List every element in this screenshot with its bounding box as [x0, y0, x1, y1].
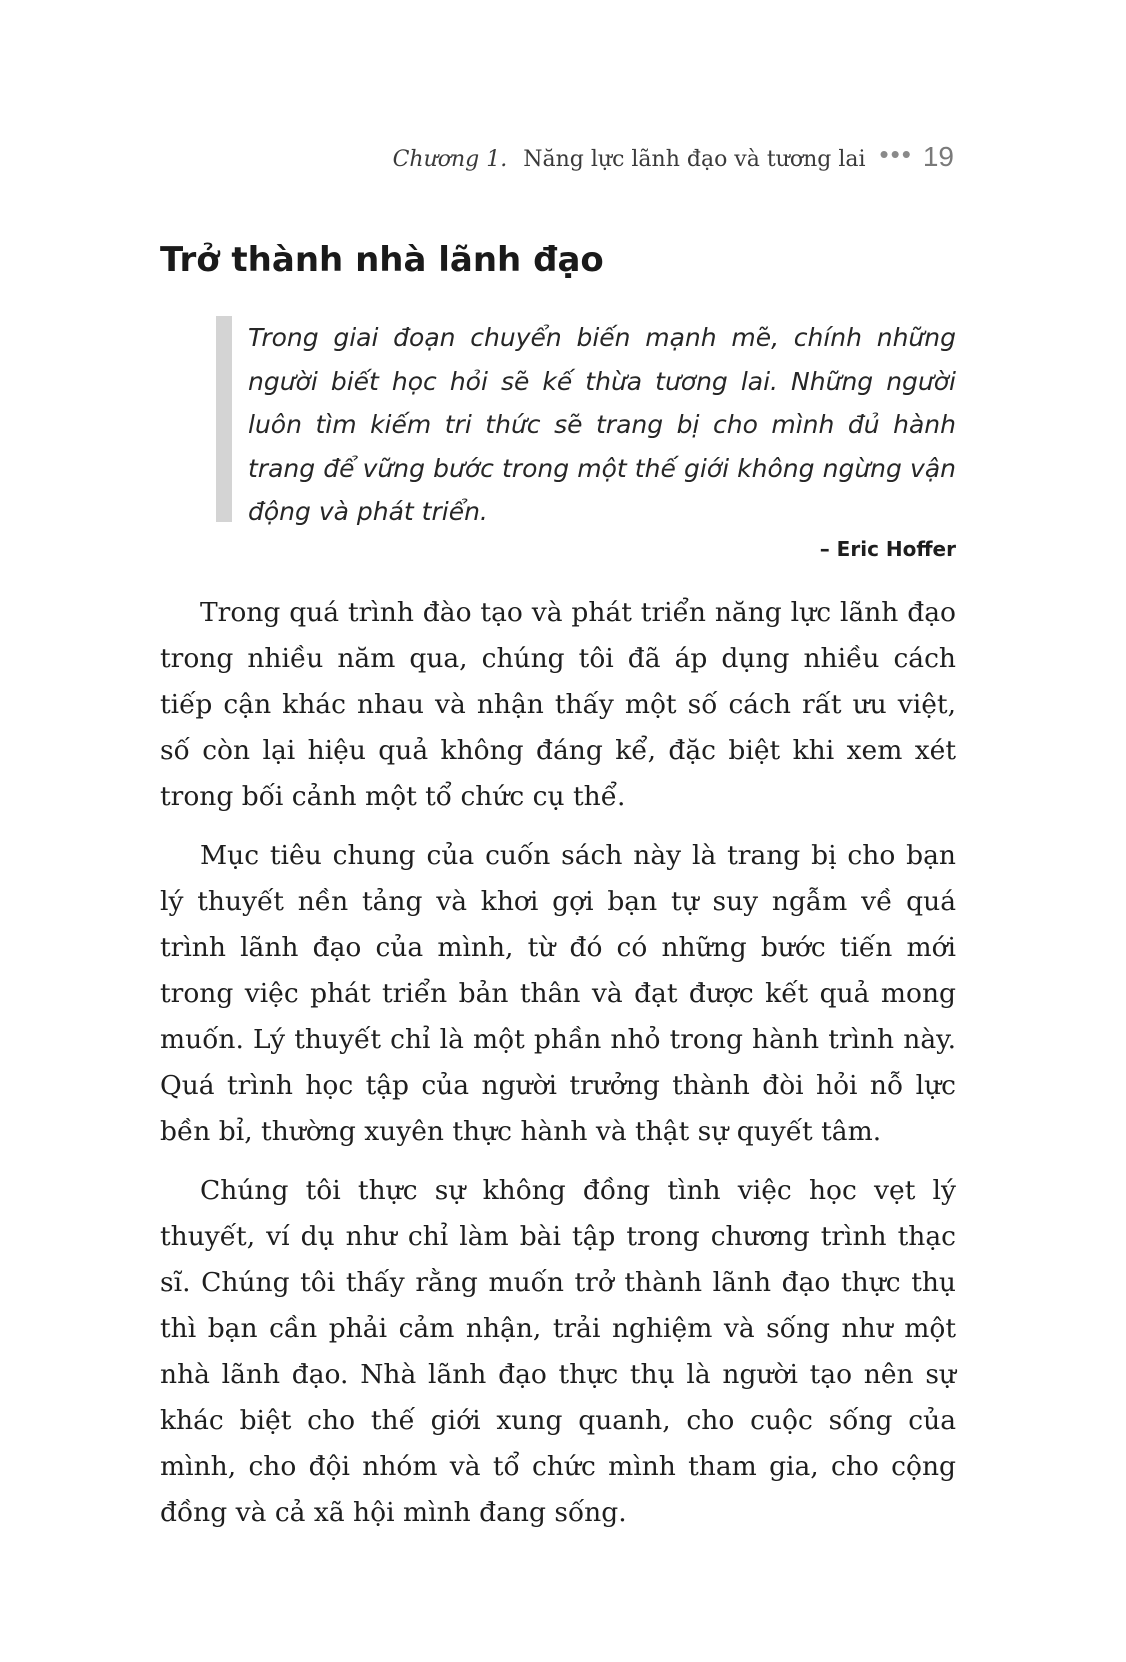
page-number: 19	[922, 141, 954, 172]
section-heading: Trở thành nhà lãnh đạo	[160, 240, 604, 280]
epigraph-author: – Eric Hoffer	[819, 537, 956, 561]
quote-bar	[216, 316, 232, 522]
chapter-label: Chương 1.	[392, 147, 508, 172]
body-paragraph: Chúng tôi thực sự không đồng tình việc học vẹt lý thuyết, ví dụ như chỉ làm bài tập trong chương trình thạc sĩ. Chúng tôi thấy rằng muốn trở thành lãnh đạo thực thụ thì bạn cần phải cảm nhận, trải nghiệm và sống như một nhà lãnh đạo. Nhà lãnh đạo thực thụ là người tạo nên sự khác biệt cho thế giới xung quanh, cho cuộc sống của mình, cho đội nhóm và tổ chức mình tham gia, cho cộng đồng và cả xã hội mình đang sống.	[160, 1175, 956, 1528]
epigraph-text: Trong giai đoạn chuyển biến mạnh mẽ, chính những người biết học hỏi sẽ kế thừa tương lai. Những người luôn tìm kiếm tri thức sẽ trang bị cho mình đủ hành trang để vững bước trong một thế giới không ngừng vận động và phát triển.	[248, 323, 956, 526]
header-dots-icon: •••	[879, 139, 913, 169]
running-header	[393, 141, 954, 173]
chapter-title: Năng lực lãnh đạo và tương lai	[523, 147, 866, 172]
epigraph-quote	[216, 316, 956, 526]
body-text	[160, 590, 956, 1549]
body-paragraph: Trong quá trình đào tạo và phát triển năng lực lãnh đạo trong nhiều năm qua, chúng tôi đã áp dụng nhiều cách tiếp cận khác nhau và nhận thấy một số cách rất ưu việt, số còn lại hiệu quả không đáng kể, đặc biệt khi xem xét trong bối cảnh một tổ chức cụ thể.	[160, 597, 956, 812]
body-paragraph: Mục tiêu chung của cuốn sách này là trang bị cho bạn lý thuyết nền tảng và khơi gợi bạn tự suy ngẫm về quá trình lãnh đạo của mình, từ đó có những bước tiến mới trong việc phát triển bản thân và đạt được kết quả mong muốn. Lý thuyết chỉ là một phần nhỏ trong hành trình này. Quá trình học tập của người trưởng thành đòi hỏi nỗ lực bền bỉ, thường xuyên thực hành và thật sự quyết tâm.	[160, 840, 956, 1147]
